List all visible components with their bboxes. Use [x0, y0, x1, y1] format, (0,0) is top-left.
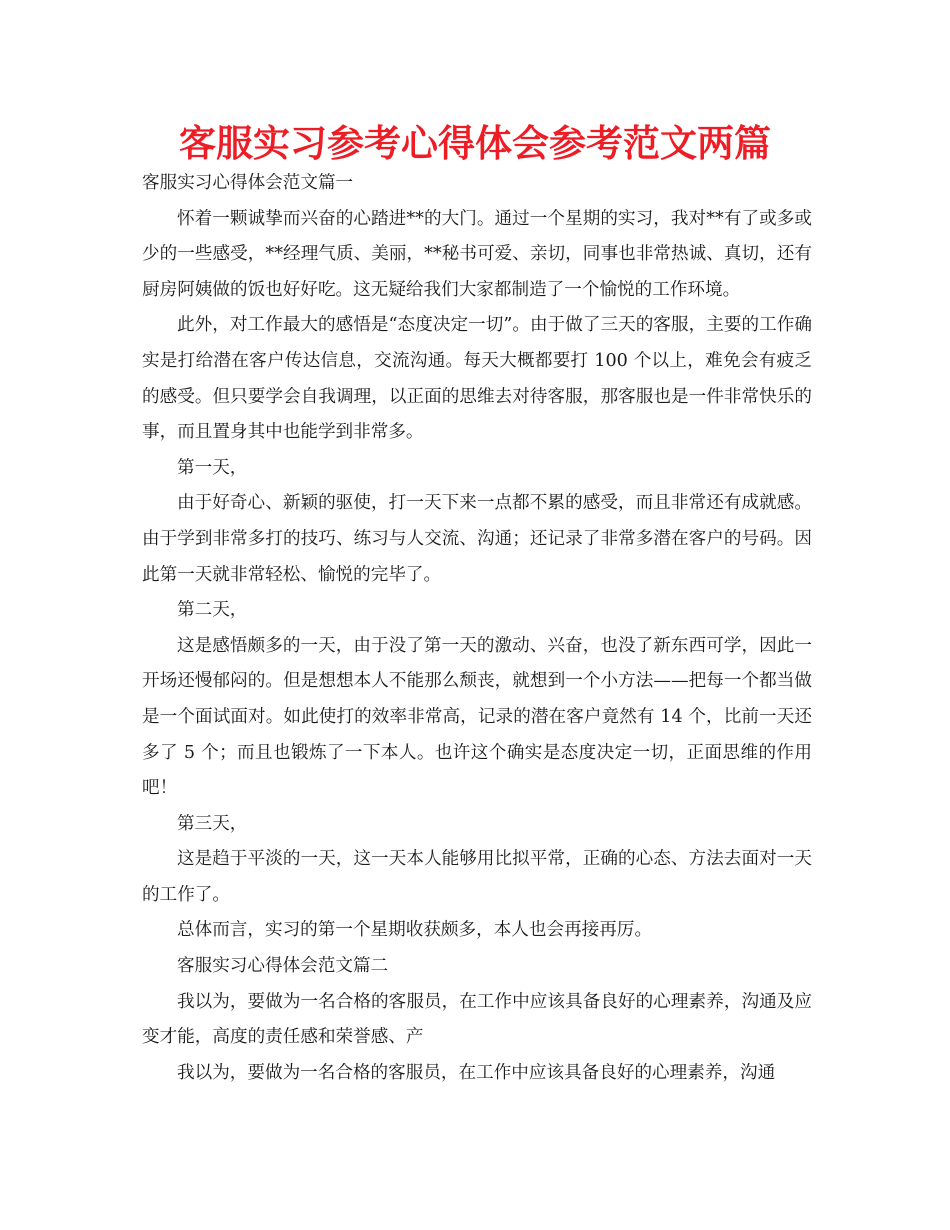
section-heading-1: 客服实习心得体会范文篇一	[142, 173, 354, 193]
paragraph: 这是趋于平淡的一天，这一天本人能够用比拟平常，正确的心态、方法去面对一天的工作了。	[142, 849, 812, 905]
paragraph: 此外，对工作最大的感悟是“态度决定一切”。由于做了三天的客服，主要的工作确实是打给潜在客户传达信息，交流沟通。每天大概都要打 100 个以上，难免会有疲乏的感受。但只要学会自我调理，以正面的思维去对待客服，那客服也是一件非常快乐的事，而且置身其中也能学到非常多。	[142, 315, 812, 443]
paragraph: 怀着一颗诚挚而兴奋的心踏进**的大门。通过一个星期的实习，我对**有了或多或少的一些感受，**经理气质、美丽，**秘书可爱、亲切，同事也非常热诚、真切，还有厨房阿姨做的饭也好好吃。这无疑给我们大家都制造了一个愉悦的工作环境。	[142, 208, 812, 300]
day-label-1: 第一天，	[177, 457, 248, 478]
day-label-3: 第三天，	[177, 813, 248, 834]
section-heading-2: 客服实习心得体会范文篇二	[177, 956, 389, 977]
document-title: 客服实习参考心得体会参考范文两篇	[179, 122, 771, 165]
paragraph: 由于好奇心、新颖的驱使，打一天下来一点都不累的感受，而且非常还有成就感。由于学到非常多打的技巧、练习与人交流、沟通；还记录了非常多潜在客户的号码。因此第一天就非常轻松、愉悦的完毕了。	[142, 493, 812, 585]
paragraph: 我以为，要做为一名合格的客服员，在工作中应该具备良好的心理素养，沟通及应变才能，高度的责任感和荣誉感、产	[142, 991, 812, 1048]
paragraph: 总体而言，实习的第一个星期收获颇多，本人也会再接再厉。	[177, 920, 653, 941]
day-label-2: 第二天，	[177, 600, 248, 621]
paragraph: 我以为，要做为一名合格的客服员，在工作中应该具备良好的心理素养，沟通	[177, 1062, 776, 1083]
paragraph: 这是感悟颇多的一天，由于没了第一天的激动、兴奋，也没了新东西可学，因此一开场还慢郁闷的。但是想想本人不能那么颓丧，就想到一个小方法——把每一个都当做是一个面试面对。如此使打的效率非常高，记录的潜在客户竟然有 14 个，比前一天还多了 5 个；而且也锻炼了一下本人。也许这个确实是态度决定一切，正面思维的作用吧！	[142, 635, 812, 799]
document-body	[142, 166, 812, 1091]
